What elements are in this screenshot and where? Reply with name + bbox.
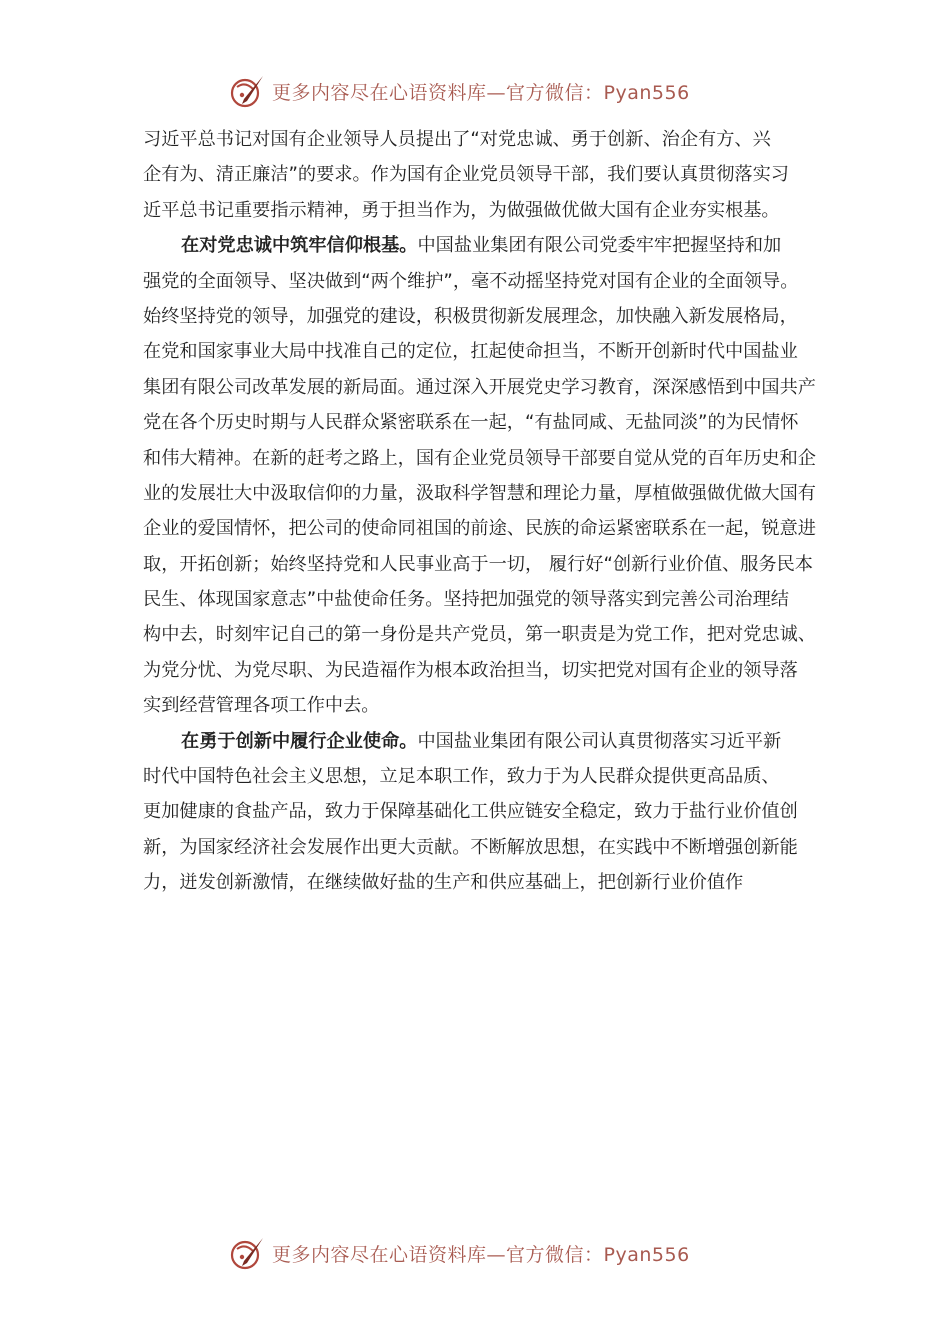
text-line: 构中去，时刻牢记自己的第一身份是共产党员，第一职责是为党工作，把对党忠诚、 — [143, 624, 816, 646]
section-heading: 在对党忠诚中筑牢信仰根基。 — [181, 235, 418, 257]
section-heading: 在勇于创新中履行企业使命。 — [181, 730, 418, 752]
text-line: 近平总书记重要指示精神，勇于担当作为，为做强做优做大国有企业夯实根基。 — [143, 199, 780, 221]
text-line: 时代中国特色社会主义思想，立足本职工作，致力于为人民群众提供更高品质、 — [143, 766, 780, 788]
text-line: 强党的全面领导、坚决做到“两个维护”，毫不动摇坚持党对国有企业的全面领导。 — [143, 270, 799, 292]
text-line: 企有为、清正廉洁”的要求。作为国有企业党员领导干部，我们要认真贯彻落实习 — [143, 164, 789, 186]
text-line: 取，开拓创新；始终坚持党和人民事业高于一切， 履行好“创新行业价值、服务民本 — [143, 553, 813, 575]
text-line: 始终坚持党的领导，加强党的建设，积极贯彻新发展理念，加快融入新发展格局， — [143, 305, 798, 327]
watermark-text: 更多内容尽在心语资料库—官方微信：Pyan556 — [272, 1243, 690, 1266]
text-line: 民生、体现国家意志”中盐使命任务。坚持把加强党的领导落实到完善公司治理结 — [143, 589, 789, 611]
text-line: 党在各个历史时期与人民群众紧密联系在一起，“有盐同咸、无盐同淡”的为民情怀 — [143, 412, 799, 434]
section-heading-line: 在对党忠诚中筑牢信仰根基。中国盐业集团有限公司党委牢牢把握坚持和加 — [181, 235, 782, 257]
text-line: 集团有限公司改革发展的新局面。通过深入开展党史学习教育，深深感悟到中国共产 — [143, 376, 816, 398]
header-watermark — [230, 71, 690, 111]
quill-logo-icon — [230, 73, 266, 109]
footer-watermark — [230, 1233, 690, 1273]
text-line: 力，迸发创新激情，在继续做好盐的生产和供应基础上，把创新行业价值作 — [143, 872, 744, 894]
wechat-id: Pyan556 — [603, 81, 690, 104]
document-body — [143, 122, 823, 901]
text-line: 业的发展壮大中汲取信仰的力量，汲取科学智慧和理论力量，厚植做强做优做大国有 — [143, 482, 816, 504]
watermark-text: 更多内容尽在心语资料库—官方微信：Pyan556 — [272, 81, 690, 104]
section-heading-line: 在勇于创新中履行企业使命。中国盐业集团有限公司认真贯彻落实习近平新 — [181, 730, 782, 752]
text-line: 为党分忧、为党尽职、为民造福作为根本政治担当，切实把党对国有企业的领导落 — [143, 659, 798, 681]
text-line: 更加健康的食盐产品，致力于保障基础化工供应链安全稳定，致力于盐行业价值创 — [143, 801, 798, 823]
text-line: 在党和国家事业大局中找准自己的定位，扛起使命担当，不断开创新时代中国盐业 — [143, 341, 798, 363]
text-line: 新，为国家经济社会发展作出更大贡献。不断解放思想，在实践中不断增强创新能 — [143, 836, 798, 858]
text-line: 习近平总书记对国有企业领导人员提出了“对党忠诚、勇于创新、治企有方、兴 — [143, 129, 771, 150]
text-line: 实到经营管理各项工作中去。 — [143, 695, 380, 717]
text-line: 和伟大精神。在新的赶考之路上，国有企业党员领导干部要自觉从党的百年历史和企 — [143, 447, 816, 469]
quill-logo-icon — [230, 1235, 266, 1271]
text-line: 企业的爱国情怀，把公司的使命同祖国的前途、民族的命运紧密联系在一起，锐意进 — [143, 518, 816, 540]
wechat-id: Pyan556 — [603, 1243, 690, 1266]
